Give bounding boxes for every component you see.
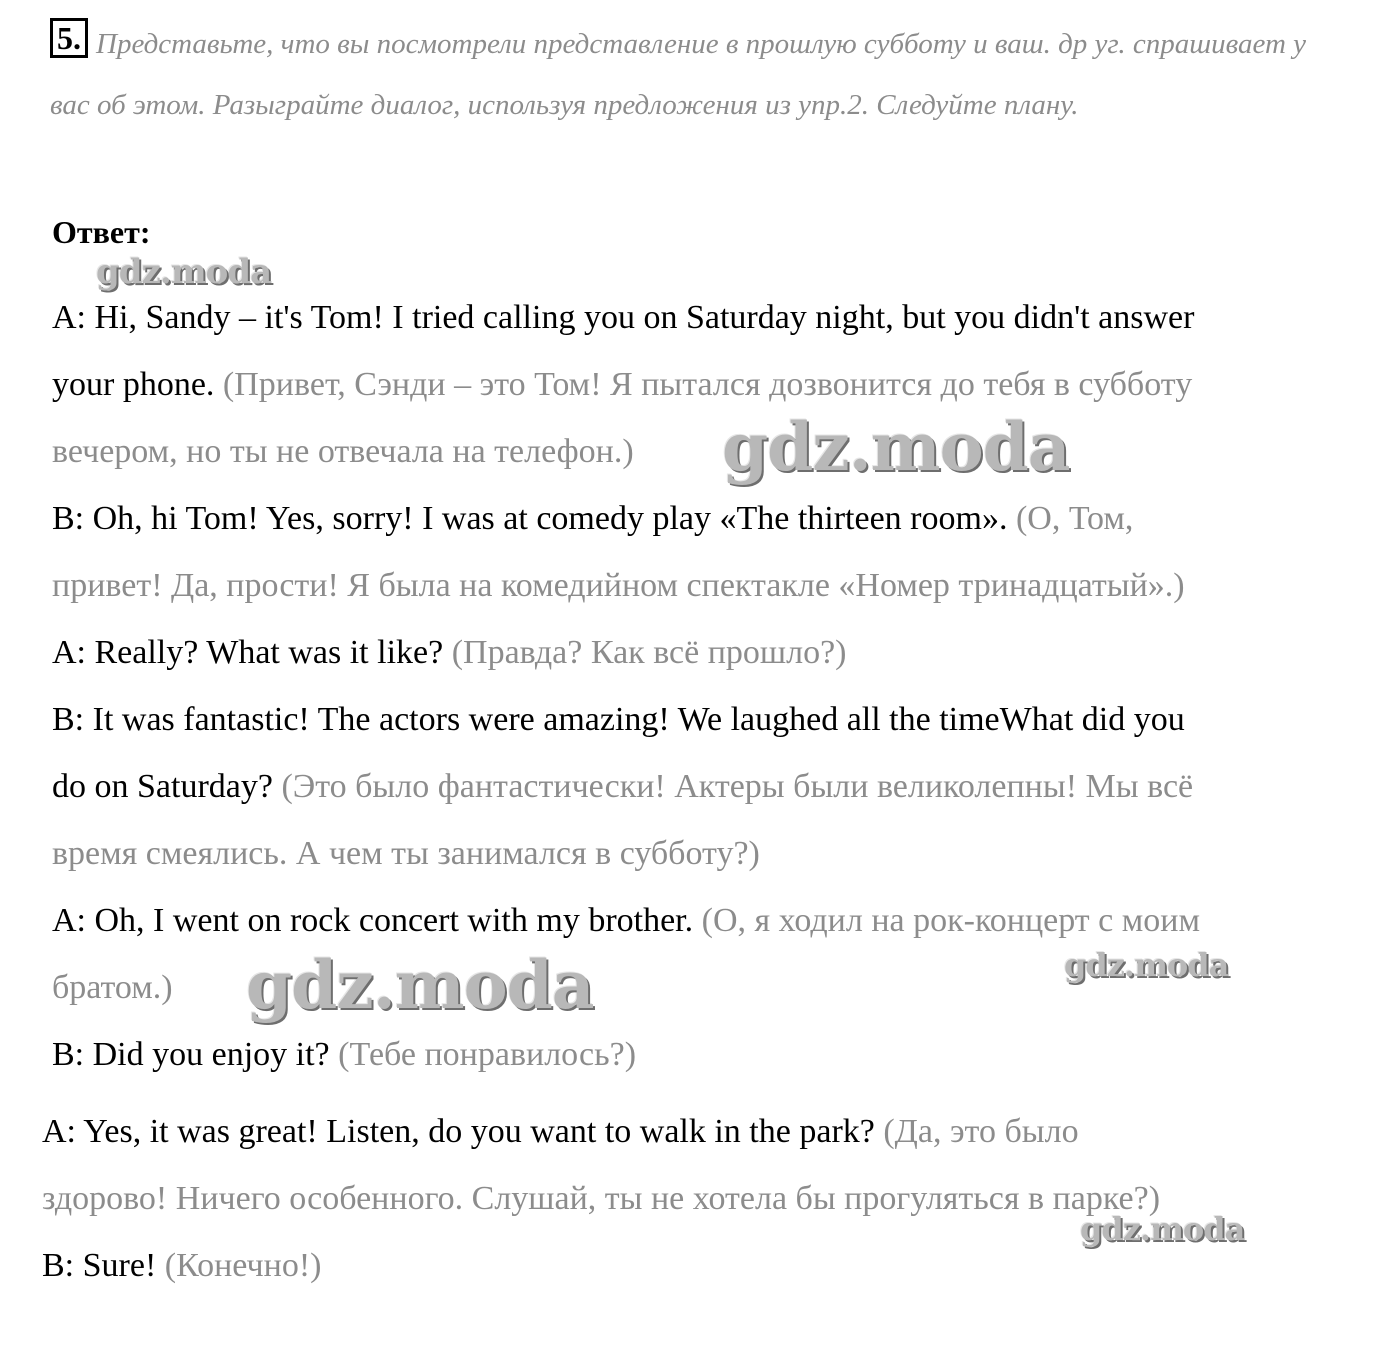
task-text: Представьте, что вы посмотрели представление в прошлую субботу и ваш. др уг. спрашивает у вас об этом. Разыграйте диалог, используя предложения из упр.2. Следуйте плану. (50, 28, 1307, 121)
dialog-line-ru: (Правда? Как всё прошло?) (443, 634, 847, 671)
dialog-line-ru: (Да, это было (874, 1113, 1079, 1150)
dialog-line (42, 1179, 1160, 1219)
watermark: gdz.moda (1080, 1210, 1245, 1248)
dialog-line-en: your phone. (52, 366, 215, 403)
watermark: gdz.moda (96, 252, 272, 292)
dialog-line-en: B: Did you enjoy it? (52, 1036, 330, 1073)
dialog-line (52, 968, 173, 1008)
dialog-line-ru: (Тебе понравилось?) (329, 1036, 637, 1073)
dialog-line-ru: здорово! Ничего особенного. Слушай, ты не хотела бы прогуляться в парке?) (42, 1180, 1161, 1217)
dialog-line-en: A: Oh, I went on rock concert with my brother. (52, 902, 694, 939)
watermark: gdz.moda (722, 408, 1070, 486)
dialog-line (52, 700, 1185, 740)
dialog-line-ru: (О, Том, (1007, 500, 1134, 537)
dialog-line-ru: привет! Да, прости! Я была на комедийном спектакле «Номер тринадцатый».) (52, 567, 1185, 604)
dialog-line (52, 901, 1200, 941)
dialog-line-en: A: Yes, it was great! Listen, do you want to walk in the park? (42, 1113, 875, 1150)
dialog-line (52, 767, 1193, 807)
dialog-line (52, 1035, 636, 1075)
dialog-line-en: B: It was fantastic! The actors were amazing! We laughed all the timeWhat did you (52, 701, 1185, 738)
watermark: gdz.moda (1064, 946, 1229, 984)
dialog-line-en: A: Really? What was it like? (52, 634, 444, 671)
dialog-line-ru: (Это было фантастически! Актеры были великолепны! Мы всё (272, 768, 1194, 805)
dialog-line-ru: братом.) (52, 969, 173, 1006)
dialog-line (52, 834, 760, 874)
watermark: gdz.moda (246, 946, 594, 1024)
dialog-line (52, 566, 1185, 606)
dialog-line (42, 1112, 1079, 1152)
task-instruction (50, 14, 1350, 136)
dialog-line-en: A: Hi, Sandy – it's Tom! I tried calling you on Saturday night, but you didn't answer (52, 299, 1195, 336)
task-number: 5. (50, 18, 88, 58)
dialog-line-en: B: Sure! (42, 1247, 157, 1284)
dialog-line (52, 365, 1192, 405)
dialog-line (52, 633, 847, 673)
dialog-line-ru: (О, я ходил на рок-концерт с моим (693, 902, 1200, 939)
dialog-line-en: B: Oh, hi Tom! Yes, sorry! I was at comedy play «The thirteen room». (52, 500, 1008, 537)
dialog-line (52, 499, 1133, 539)
dialog-line (52, 432, 634, 472)
answer-label: Ответ: (52, 214, 151, 250)
dialog-line-ru: (Привет, Сэнди – это Том! Я пытался дозвонится до тебя в субботу (214, 366, 1193, 403)
dialog-line-ru: время смеялись. А чем ты занимался в субботу?) (52, 835, 760, 872)
dialog-line (52, 298, 1194, 338)
dialog-line (42, 1246, 321, 1286)
dialog-line-en: do on Saturday? (52, 768, 273, 805)
dialog-line-ru: (Конечно!) (156, 1247, 322, 1284)
dialog-line-ru: вечером, но ты не отвечала на телефон.) (52, 433, 634, 470)
